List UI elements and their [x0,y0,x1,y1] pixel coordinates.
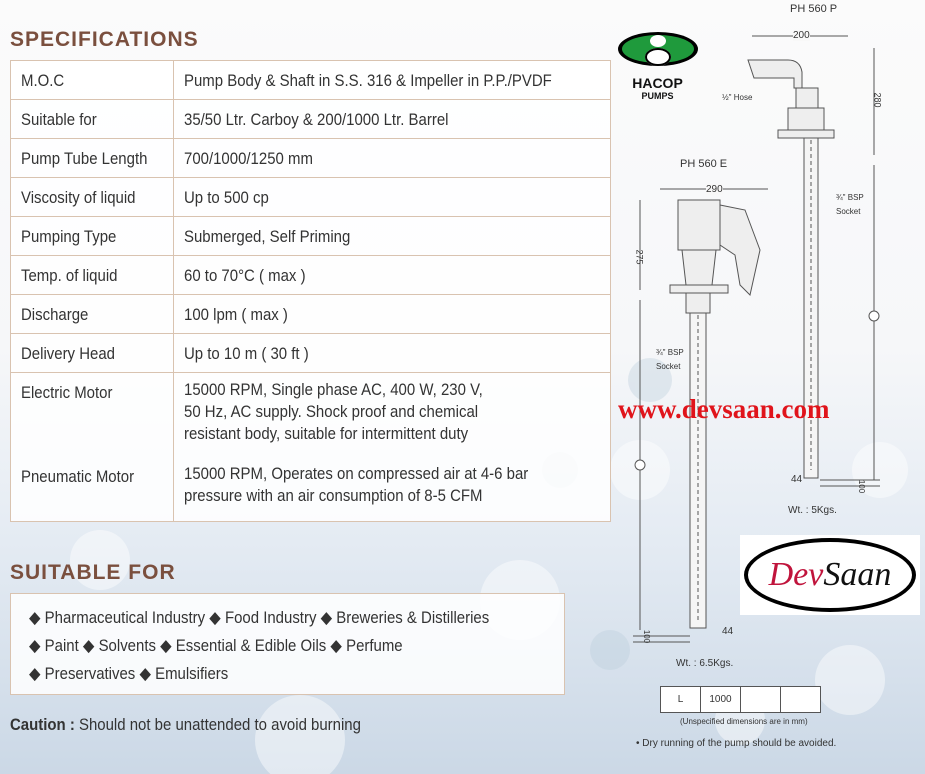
suitable-line: ◆ Preservatives ◆ Emulsifiers [29,664,229,683]
website-url[interactable]: www.devsaan.com [618,394,830,424]
height-e-dim: 275 [634,249,645,265]
dim-cell: 1000 [701,687,741,713]
specifications-heading: SPECIFICATIONS [10,28,199,51]
dim-cell [741,687,781,713]
spec-value: 700/1000/1250 mm [183,149,313,168]
base-p-dim: 44 [791,474,803,485]
model-p-label: PH 560 P [790,3,838,15]
socket-e-label2: Socket [656,362,681,371]
dim-cell: L [661,687,701,713]
spec-label: Pneumatic Motor [21,466,135,486]
caution-text: Should not be unattended to avoid burning [74,715,361,734]
brand-saan: Saan [823,556,892,593]
logo-name: HACOP [632,75,683,91]
dry-run-note: • Dry running of the pump should be avoided. [636,738,837,749]
hose-label: ½" Hose [722,93,753,102]
spec-value: Up to 10 m ( 30 ft ) [183,344,309,363]
spec-value: 35/50 Ltr. Carboy & 200/1000 Ltr. Barrel [183,110,449,129]
spec-label: Discharge [21,305,89,324]
spec-label: Pump Tube Length [21,149,148,168]
dimension-table [660,686,821,713]
devsaan-logo [740,535,920,615]
model-e-label: PH 560 E [680,158,728,170]
clear-e-dim: 100 [642,629,652,644]
spec-value: 100 lpm ( max ) [183,305,288,324]
spec-value: Up to 500 cp [183,188,269,207]
spec-value: resistant body, suitable for intermittent duty [183,424,468,443]
suitable-line: ◆ Pharmaceutical Industry ◆ Food Industry ◆ Breweries & Distilleries [29,608,490,627]
logo-sub: PUMPS [641,91,674,101]
spec-value: Pump Body & Shaft in S.S. 316 & Impeller in P.P./PVDF [183,71,552,90]
spec-value: Submerged, Self Priming [183,227,350,246]
brand-dev: Dev [768,556,824,593]
socket-p-label2: Socket [836,207,861,216]
spec-label: M.O.C [21,71,65,90]
spec-label: Pumping Type [21,227,117,246]
spec-value: 15000 RPM, Single phase AC, 400 W, 230 V, [183,380,483,399]
clear-p-dim: 100 [857,479,867,494]
width-e-dim: 290 [706,184,723,195]
spec-value: 60 to 70°C ( max ) [183,266,306,285]
base-e-dim: 44 [722,626,734,637]
spec-label: Viscosity of liquid [21,188,136,207]
suitable-line: ◆ Paint ◆ Solvents ◆ Essential & Edible Oils ◆ Perfume [29,636,403,655]
spec-value: 50 Hz, AC supply. Shock proof and chemical [183,402,478,421]
spec-label: Electric Motor [21,383,113,402]
spec-label: Delivery Head [21,344,115,363]
spec-label: Temp. of liquid [21,266,118,285]
weight-p: Wt. : 5Kgs. [788,505,837,516]
spec-value: 15000 RPM, Operates on compressed air at 4-6 bar [183,463,528,483]
socket-p-label: ¾" BSP [836,193,864,202]
spec-label: Suitable for [21,110,97,129]
socket-e-label: ¾" BSP [656,348,684,357]
height-p-dim: 280 [872,92,883,108]
units-note: (Unspecified dimensions are in mm) [680,717,808,726]
caution-label: Caution : [10,715,75,734]
width-p-dim: 200 [793,30,810,41]
dim-cell [781,687,821,713]
weight-e: Wt. : 6.5Kgs. [676,658,734,669]
suitable-for-heading: SUITABLE FOR [10,561,176,584]
spec-value: pressure with an air consumption of 8-5 CFM [183,485,483,505]
